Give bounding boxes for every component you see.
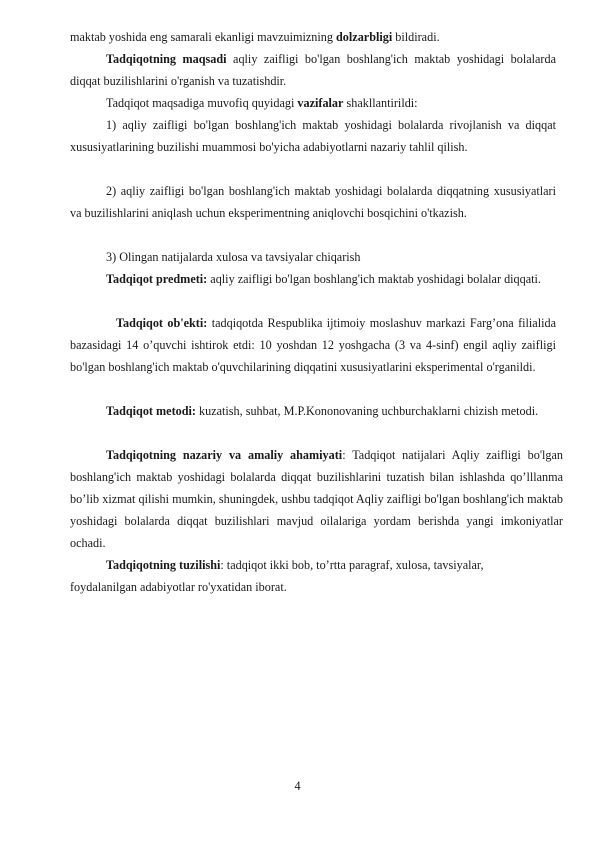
paragraph-text: shakllantirildi: — [343, 96, 418, 110]
paragraph-text: aqliy zaifligi bo'lgan boshlang'ich maktab yoshidagi bolalar diqqati. — [207, 272, 541, 286]
paragraph-subject — [70, 268, 556, 290]
paragraph-significance — [70, 444, 563, 554]
bold-term: dolzarbligi — [336, 30, 393, 44]
paragraph-text: Tadqiqot maqsadiga muvofiq quyidagi — [106, 96, 298, 110]
paragraph-text: tadqiqotda Respublika ijtimoiy moslashuv markazi Farg’ona filialida bazasidagi 14 o’quvchi ishtirok etdi: 10 yoshdan 12 yoshgacha (3 va 4-sinf) engil aqliy zaifligi bo'lgan boshlang'ich maktab o'quvchilarining diqqatini xususiyatlarini eksperimental o'rganildi. — [70, 316, 556, 374]
bold-term: Tadqiqotning tuzilishi — [106, 558, 221, 572]
bold-term: Tadqiqotning maqsadi — [106, 52, 227, 66]
paragraph-structure-continued: foydalanilgan adabiyotlar ro'yxatidan iborat. — [70, 580, 287, 594]
paragraph-relevance — [70, 26, 440, 48]
paragraph-structure — [106, 554, 484, 576]
paragraph-method — [70, 400, 556, 422]
paragraph-text: : tadqiqot ikki bob, to’rtta paragraf, xulosa, tavsiyalar, — [220, 558, 484, 572]
paragraph-task-1: 1) aqliy zaifligi bo'lgan boshlang'ich maktab yoshidagi bolalarda rivojlanish va diqqat xususiyatlarining buzilishi muammosi bo'yicha adabiyotlarni nazariy tahlil qilish. — [70, 118, 556, 154]
paragraph-text: : Tadqiqot natijalari Aqliy zaifligi bo'lgan boshlang'ich maktab yoshidagi bolalarda diqqat buzilishlarini tuzatish bilan ishlashda qo’lllanma bo’lib xizmat qilishi mumkin, shuningdek, ushbu tadqiqot Aqliy zaifligi bo'lgan boshlang'ich maktab yoshidagi bolalarda diqqat buzilishlari mavjud oilalariga yordam berishda yangi imkoniyatlar ochadi. — [70, 448, 563, 550]
bold-term: vazifalar — [297, 96, 344, 110]
bold-term: Tadqiqot metodi: — [106, 404, 196, 418]
paragraph-tasks-intro — [106, 92, 418, 114]
paragraph-text: maktab yoshida eng samarali ekanligi mavzuimizning — [70, 30, 337, 44]
bold-term: Tadqiqot ob'ekti: — [116, 316, 208, 330]
page-number: 4 — [294, 779, 301, 793]
paragraph-task-2: 2) aqliy zaifligi bo'lgan boshlang'ich maktab yoshidagi bolalarda diqqatning xususiyatlari va buzilishlarini aniqlash uchun eksperimentning aniqlovchi bosqichini o'tkazish. — [70, 184, 556, 220]
bold-term: Tadqiqotning nazariy va amaliy ahamiyati — [106, 448, 343, 462]
paragraph-text: aqliy zaifligi bo'lgan boshlang'ich maktab yoshidagi bolalarda diqqat buzilishlarini o'rganish va tuzatishdir. — [70, 52, 556, 88]
paragraph-goal — [70, 48, 556, 92]
paragraph-text: bildiradi. — [392, 30, 440, 44]
bold-term: Tadqiqot predmeti: — [106, 272, 208, 286]
paragraph-task-3: 3) Olingan natijalarda xulosa va tavsiyalar chiqarish — [106, 250, 361, 264]
paragraph-object — [70, 312, 556, 378]
paragraph-text: kuzatish, suhbat, M.P.Kononovaning uchburchaklarni chizish metodi. — [195, 404, 539, 418]
